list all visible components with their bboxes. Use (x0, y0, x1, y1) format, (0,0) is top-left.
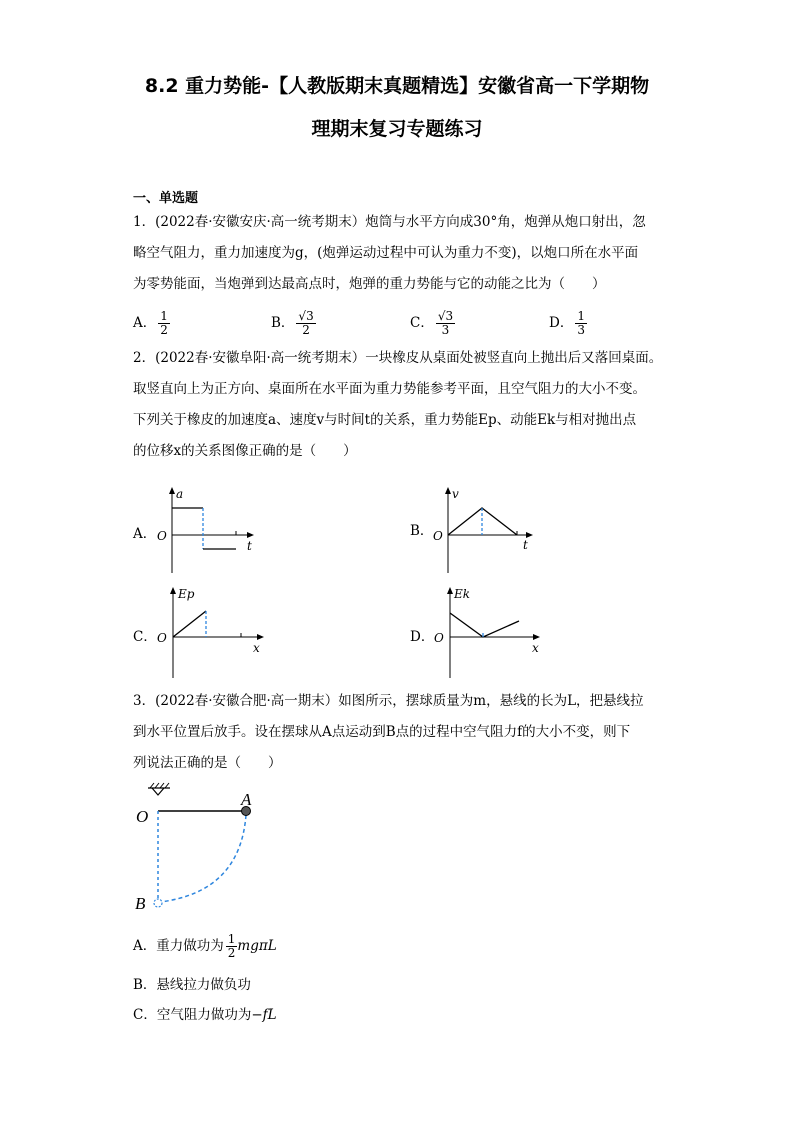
x-arrow (247, 532, 254, 538)
option-letter: A． (133, 938, 157, 954)
question-3-line: 3．(2022春·安徽合肥·高一期末）如图所示，摆球质量为m，悬线的长为L，把悬线拉 (133, 693, 644, 709)
numerator: 1 (577, 309, 585, 323)
x-label: x (532, 641, 539, 655)
graph-a-letter[interactable]: A． (133, 526, 157, 542)
kinetic-energy-line (450, 613, 519, 637)
option-text: 重力做功为 (156, 938, 224, 954)
question-3-line: 列说法正确的是（ ） (133, 755, 282, 771)
question-3-text (133, 686, 693, 779)
origin-label: O (434, 631, 444, 645)
q1-option-d[interactable] (549, 310, 587, 337)
graph-c-letter[interactable]: C． (133, 629, 157, 645)
fraction (158, 310, 170, 337)
graph-b-letter[interactable]: B． (410, 523, 434, 539)
q1-option-b[interactable] (271, 310, 316, 337)
numerator: √3 (298, 309, 314, 323)
denominator: 2 (302, 323, 310, 337)
question-2-line: 下列关于橡皮的加速度a、速度v与时间t的关系，重力势能Ep、动能Ek与相对抛出点 (133, 412, 637, 428)
y-label: Ek (454, 587, 471, 601)
y-arrow (169, 487, 175, 494)
potential-energy-line (173, 611, 206, 637)
fraction (226, 933, 238, 960)
y-arrow (170, 587, 176, 594)
fraction (296, 310, 315, 337)
question-2-line: 2．(2022春·安徽阜阳·高一统考期末）一块橡皮从桌面处被竖直向上抛出后又落回桌面。 (133, 350, 663, 366)
numerator: 1 (227, 932, 236, 946)
origin-label: O (157, 631, 167, 645)
label-o: O (136, 807, 149, 826)
denominator: 3 (577, 323, 585, 337)
y-label: v (452, 487, 459, 501)
option-text: 悬线拉力做负功 (156, 977, 251, 993)
graph-d-letter[interactable]: D． (410, 629, 435, 645)
q3-option-b[interactable] (133, 973, 251, 993)
option-formula: −fL (251, 1007, 277, 1023)
y-arrow (445, 487, 451, 494)
label-b: B (135, 894, 146, 913)
x-label: t (247, 539, 252, 553)
question-2-line: 的位移x的关系图像正确的是（ ） (133, 443, 357, 459)
x-arrow (533, 634, 540, 640)
denominator: 2 (227, 946, 236, 960)
numerator: 1 (160, 309, 168, 323)
pivot-support (152, 788, 164, 795)
denominator: 2 (160, 323, 168, 337)
denominator: 3 (441, 323, 450, 337)
option-letter: D． (549, 315, 574, 331)
question-1-line: 略空气阻力，重力加速度为g，(炮弹运动过程中可认为重力不变)，以炮口所在水平面 (133, 245, 639, 261)
question-1-line: 为零势能面，当炮弹到达最高点时，炮弹的重力势能与它的动能之比为（ ） (133, 276, 606, 292)
page-title-line1: 8.2 重力势能-【人教版期末真题精选】安徽省高一下学期物 (144, 75, 650, 97)
section-heading: 一、单选题 (133, 191, 199, 206)
option-text: 空气阻力做功为 (156, 1007, 252, 1023)
question-2-line: 取竖直向上为正方向、桌面所在水平面为重力势能参考平面，且空气阻力的大小不变。 (133, 381, 646, 397)
label-a: A (241, 790, 252, 809)
option-letter: B． (271, 315, 295, 331)
option-formula: mgπL (237, 938, 277, 954)
graph-d (430, 585, 545, 680)
option-letter: B． (133, 977, 157, 993)
graph-c (155, 585, 270, 680)
y-arrow (447, 587, 453, 594)
x-label: t (523, 538, 528, 552)
q3-option-a[interactable] (133, 933, 277, 960)
q1-option-c[interactable] (410, 310, 455, 337)
swing-arc (160, 815, 246, 902)
pendulum-ball-b (154, 899, 162, 907)
origin-label: O (433, 529, 443, 543)
fraction (575, 310, 587, 337)
q3-option-c[interactable] (133, 1003, 277, 1023)
graph-a (155, 485, 270, 575)
x-arrow (257, 634, 264, 640)
y-label: Ep (178, 587, 195, 601)
q1-option-a[interactable] (133, 310, 170, 337)
question-1-line: 1．(2022春·安徽安庆·高一统考期末）炮筒与水平方向成30°角，炮弹从炮口射出，忽 (133, 214, 646, 230)
question-2-text (133, 343, 693, 467)
fraction (436, 310, 455, 337)
origin-label: O (157, 529, 167, 543)
y-label: a (176, 487, 184, 501)
option-letter: A． (133, 315, 157, 331)
numerator: √3 (437, 309, 454, 323)
pendulum-figure (130, 782, 265, 917)
hatch-marks (150, 783, 169, 788)
question-1-text (133, 207, 673, 300)
x-label: x (253, 641, 260, 655)
option-letter: C． (133, 1007, 157, 1023)
page-title-line2: 理期末复习专题练习 (311, 118, 483, 140)
option-letter: C． (410, 315, 434, 331)
graph-b (430, 485, 545, 575)
question-3-line: 到水平位置后放手。设在摆球从A点运动到B点的过程中空气阻力f的大小不变，则下 (133, 724, 631, 740)
